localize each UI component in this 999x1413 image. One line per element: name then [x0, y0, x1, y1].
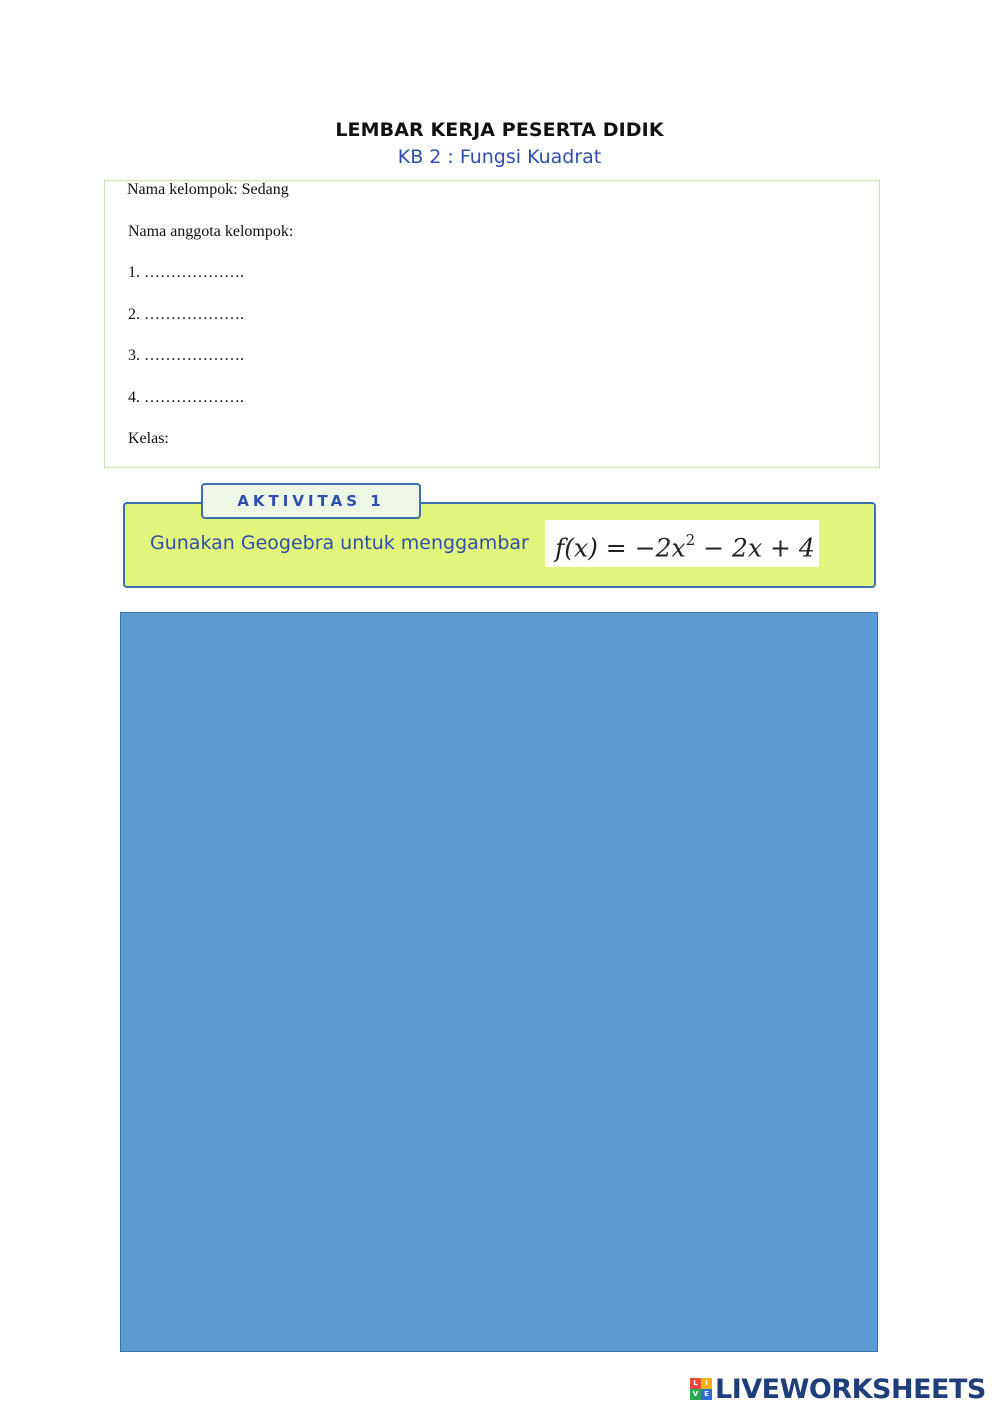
worksheet-title: LEMBAR KERJA PESERTA DIDIK — [335, 119, 664, 141]
group-name-line: Nama kelompok: Sedang — [127, 181, 289, 198]
member-line-2: 2. ………………. — [128, 306, 244, 323]
member-line-4: 4. ………………. — [128, 389, 244, 406]
class-label: Kelas: — [128, 430, 169, 447]
liveworksheets-logo-icon — [690, 1378, 712, 1400]
brand-footer — [690, 1372, 986, 1406]
member-line-1: 1. ………………. — [128, 264, 244, 281]
formula-rest: − 2x + 4 — [695, 533, 815, 563]
logo-letter-i: I — [701, 1378, 712, 1389]
formula-exponent: 2 — [685, 531, 696, 549]
formula-lhs: f(x) = — [555, 533, 635, 563]
formula-term1: −2x — [634, 533, 686, 563]
logo-letter-e: E — [701, 1389, 712, 1400]
answer-area[interactable] — [120, 612, 878, 1352]
member-line-3: 3. ………………. — [128, 347, 244, 364]
members-label: Nama anggota kelompok: — [128, 223, 294, 240]
activity-tab: AKTIVITAS 1 — [201, 483, 421, 519]
formula-box — [545, 520, 819, 567]
worksheet-subtitle: KB 2 : Fungsi Kuadrat — [397, 146, 602, 168]
brand-name: LIVEWORKSHEETS — [715, 1373, 986, 1405]
group-info-box — [104, 180, 880, 468]
logo-letter-l: L — [690, 1378, 701, 1389]
logo-letter-v: V — [690, 1389, 701, 1400]
activity-instruction: Gunakan Geogebra untuk menggambar — [150, 532, 529, 554]
